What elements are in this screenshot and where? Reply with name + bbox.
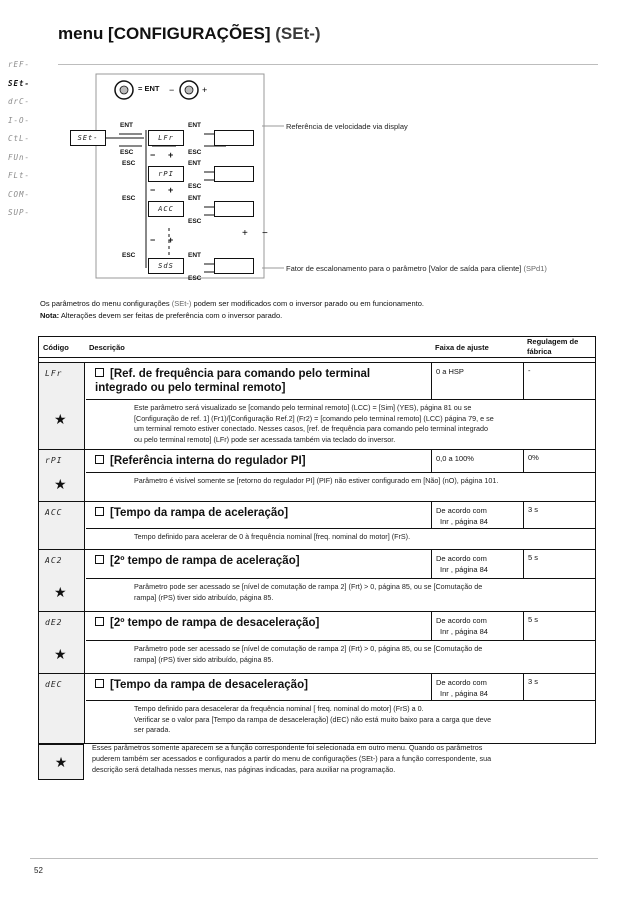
menu-navigation-diagram	[64, 70, 604, 285]
side-nav	[8, 60, 52, 227]
param-range: De acordo com Inr , página 84	[431, 550, 488, 578]
caption-scaling-text: Fator de escalonamento para o parâmetro [Valor de saída para cliente]	[286, 264, 522, 273]
page-title-code: (SEt-)	[275, 24, 321, 43]
star-icon: ★	[54, 646, 67, 662]
intro-line	[40, 298, 600, 310]
param-factory: 5 s	[523, 612, 538, 640]
esc-key-label: ESC	[188, 275, 202, 282]
table-header	[38, 336, 596, 358]
ent-equals-label: = ENT	[138, 84, 160, 93]
table-row	[38, 362, 596, 450]
lfr-value-box	[214, 130, 254, 146]
caption-scaling-factor	[286, 264, 547, 273]
side-nav-item-io: I-O-	[8, 115, 31, 125]
side-nav-item-flt: FLt-	[8, 171, 31, 180]
param-name: [Tempo da rampa de desaceleração]	[95, 678, 308, 692]
checkbox-icon	[95, 455, 104, 464]
param-code: AC2	[45, 556, 63, 565]
param-description: Parâmetro pode ser acessado se [nível de comutação de rampa 2] (Frt) > 0, página 85, ou se [Comutação de rampa] (rPS) tiver sido atribuído, página 85.	[134, 582, 483, 602]
set-menu-box: SEt-	[70, 130, 106, 146]
footnote-text: Esses parâmetros somente aparecem se a função correspondente foi selecionada em outro menu. Quando os parâmetros puderem também ser acessados e configurados a partir do menu de configurações (SEt-) para a função correspondente, sua descrição será detalhada nesses menus, nas páginas indicadas, para auxiliar na programação.	[92, 743, 492, 774]
checkbox-icon	[95, 507, 104, 516]
table-row	[38, 612, 596, 674]
sds-box: SdS	[148, 258, 184, 274]
svg-text:−: −	[169, 85, 175, 95]
header-range: Faixa de ajuste	[435, 342, 489, 352]
ent-key-label: ENT	[188, 252, 201, 259]
bottom-divider	[30, 858, 598, 859]
esc-key-label: ESC	[188, 149, 202, 156]
caption-scaling-code: (SPd1)	[523, 264, 547, 273]
esc-key-label: ESC	[188, 218, 202, 225]
param-description: Este parâmetro será visualizado se [comando pelo terminal remoto] (LCC) = [Sim] (YES), página 81 ou se [Configuração de ref. 1] (Fr1)/[Configuração Ref.2] (Fr2) = [comando pelo terminal remoto] (LCC) página 79, e se um terminal remoto estiver conectado. Nesses casos, [ref. de frequência para comando pelo terminal integrado ou pelo terminal remoto] (LFr) pode ser acessada também via teclado do inversor.	[134, 403, 494, 444]
param-description: Tempo definido para desacelerar da frequência nominal [ freq. nominal do motor] (FrS) a 0. Verificar se o valor para [Tempo da rampa de desaceleração] (dEC) não está muito baixo para a carga que deve ser parada.	[134, 704, 492, 734]
acc-value-box	[214, 201, 254, 217]
intro-text	[40, 298, 600, 322]
acc-box: ACC	[148, 201, 184, 217]
sds-value-box	[214, 258, 254, 274]
checkbox-icon	[95, 679, 104, 688]
star-icon: ★	[54, 411, 67, 427]
param-name: [2º tempo de rampa de desaceleração]	[95, 616, 319, 630]
minus-key-label: −	[150, 185, 156, 195]
param-description: Tempo definido para acelerar de 0 à frequência nominal [freq. nominal do motor] (FrS).	[134, 532, 411, 541]
plus-key-label: +	[168, 235, 174, 245]
param-name: [2º tempo de rampa de aceleração]	[95, 554, 300, 568]
star-icon: ★	[54, 584, 67, 600]
note-label: Nota:	[40, 311, 60, 320]
esc-key-label: ESC	[122, 252, 136, 259]
svg-text:+: +	[242, 228, 248, 239]
param-code: dEC	[45, 680, 63, 689]
intro-line-text: Os parâmetros do menu configurações	[40, 299, 170, 308]
side-nav-item-ctl: CtL-	[8, 134, 31, 143]
param-factory: 3 s	[523, 674, 538, 700]
lfr-box: LFr	[148, 130, 184, 146]
param-code: LFr	[45, 369, 63, 378]
param-factory: 0%	[523, 450, 539, 472]
rpi-value-box	[214, 166, 254, 182]
caption-speed-reference: Referência de velocidade via display	[286, 122, 408, 131]
ent-key-label: ENT	[188, 160, 201, 167]
svg-text:−: −	[262, 228, 268, 239]
header-description: Descrição	[89, 342, 125, 352]
param-code: rPI	[45, 456, 63, 465]
ent-key-label: ENT	[188, 195, 201, 202]
param-factory: 3 s	[523, 502, 538, 528]
table-row	[38, 450, 596, 502]
intro-note	[40, 310, 600, 322]
diagram-lines	[64, 70, 604, 285]
checkbox-icon	[95, 617, 104, 626]
ent-key-label: ENT	[188, 122, 201, 129]
plus-key-label: +	[168, 150, 174, 160]
rpi-box: rPI	[148, 166, 184, 182]
param-range: De acordo com Inr , página 84	[431, 612, 488, 640]
checkbox-icon	[95, 555, 104, 564]
param-name: [Tempo da rampa de aceleração]	[95, 506, 288, 520]
intro-menu-code: (SEt-)	[171, 299, 192, 308]
param-range: 0,0 a 100%	[431, 450, 474, 472]
param-name: [Referência interna do regulador PI]	[95, 454, 306, 468]
svg-text:+: +	[202, 85, 208, 95]
param-factory: -	[523, 363, 531, 399]
param-range: 0 a HSP	[431, 363, 464, 399]
intro-line-text-end: podem ser modificados com o inversor parado ou em funcionamento.	[193, 299, 424, 308]
esc-key-label: ESC	[122, 195, 136, 202]
table-row	[38, 502, 596, 550]
ent-key-label: ENT	[120, 122, 133, 129]
page-title-main: menu [CONFIGURAÇÕES]	[58, 24, 271, 43]
star-icon: ★	[54, 476, 67, 492]
table-row	[38, 550, 596, 612]
esc-key-label: ESC	[188, 183, 202, 190]
side-nav-item-ref: rEF-	[8, 60, 31, 69]
header-code: Código	[43, 342, 69, 352]
esc-key-label: ESC	[120, 149, 134, 156]
checkbox-icon	[95, 368, 104, 377]
param-code: dE2	[45, 618, 63, 627]
side-nav-item-com: COM-	[8, 189, 31, 199]
minus-key-label: −	[150, 235, 156, 245]
side-nav-item-fun: FUn-	[8, 152, 31, 162]
note-text: Alterações devem ser feitas de preferência com o inversor parado.	[60, 311, 283, 320]
top-divider	[58, 64, 598, 65]
side-nav-item-drc: drC-	[8, 97, 31, 106]
param-description: Parâmetro pode ser acessado se [nível de comutação de rampa 2] (Frt) > 0, página 85, ou se [Comutação de rampa] (rPS) tiver sido atribuído, página 85.	[134, 644, 483, 664]
page-number: 52	[34, 866, 43, 875]
minus-key-label: −	[150, 150, 156, 160]
side-nav-item-sup: SUP-	[8, 208, 31, 217]
header-factory: Regulagem de fábrica	[527, 337, 579, 356]
param-factory: 5 s	[523, 550, 538, 578]
param-code: ACC	[45, 508, 63, 517]
esc-key-label: ESC	[122, 160, 136, 167]
param-range: De acordo com Inr , página 84	[431, 674, 488, 700]
page-title	[58, 24, 321, 44]
plus-key-label: +	[168, 185, 174, 195]
footnote	[38, 740, 596, 786]
table-row	[38, 674, 596, 744]
parameter-table	[38, 336, 596, 744]
param-range: De acordo com Inr , página 84	[431, 502, 488, 528]
param-name: [Ref. de frequência para comando pelo terminal integrado ou pelo terminal remoto]	[95, 368, 371, 394]
side-nav-item-set: SEt-	[8, 78, 31, 88]
star-icon: ★	[38, 744, 84, 780]
param-description: Parâmetro é visível somente se [retorno do regulador PI] (PIF) não estiver configurado em [Não] (nO), página 101.	[134, 476, 499, 485]
